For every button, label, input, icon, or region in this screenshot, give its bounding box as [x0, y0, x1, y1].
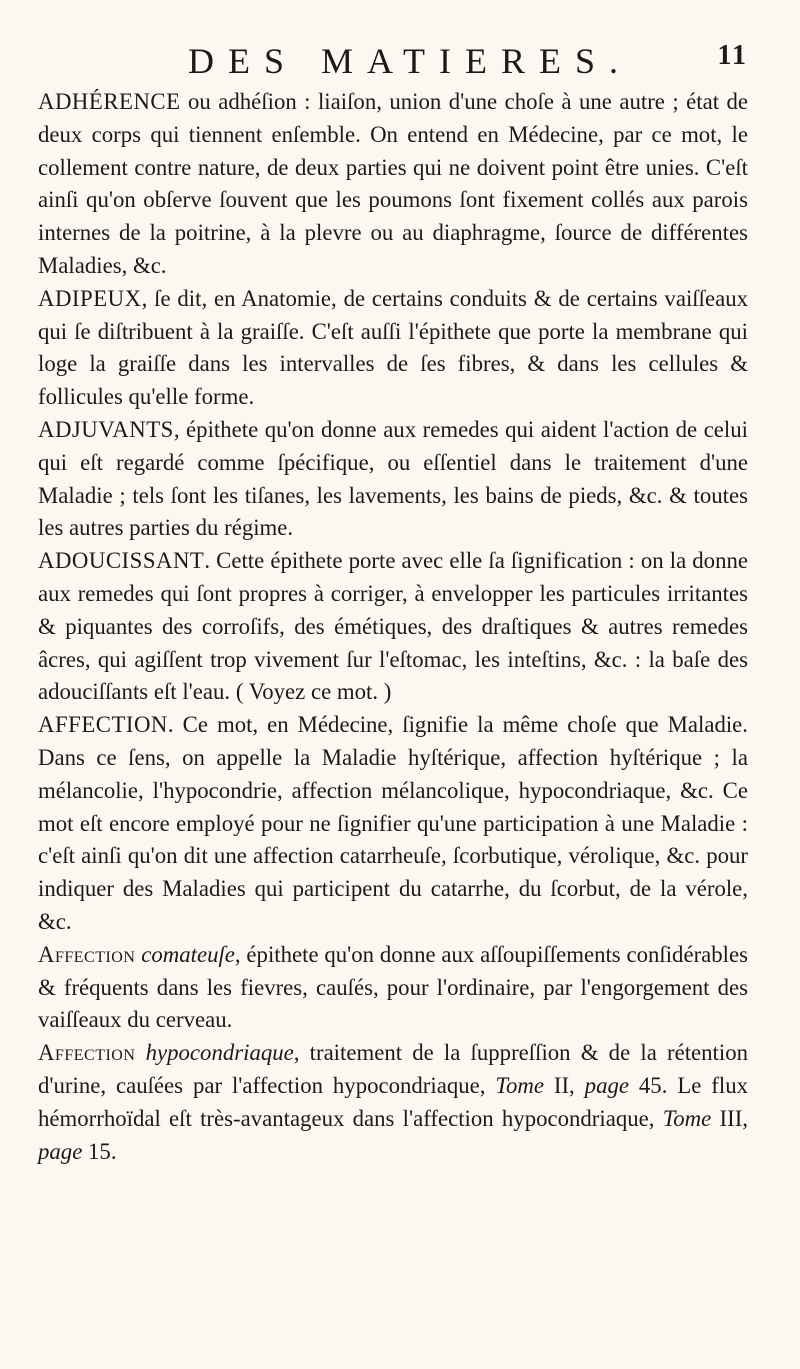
entry-text: ou adhéſion : liaiſon, union d'une choſe à une autre ; état de deux corps qui tiennent enſemble. On entend en Médecine, par ce mot, le collement contre nature, de deux parties qui ne doivent point être unies. C'eſt ainſi qu'on obſerve ſouvent que les poumons ſont fixement collés aux parois internes de la poitrine, à la plevre ou au diaphragme, ſource de différentes Maladies, &c.	[38, 89, 748, 278]
entry-headword: Affection	[38, 941, 136, 967]
entry-headword: ADJUVANTS	[38, 416, 174, 442]
page-ref: 45. Le flux hémorrhoïdal eſt très-avantageux dans l'affection hypocondriaque,	[38, 1072, 748, 1131]
volume-ref: III,	[711, 1105, 748, 1131]
page-ref-label: page	[584, 1072, 629, 1098]
entry-headword-italic: hypocondriaque	[145, 1040, 294, 1066]
entry-affection-hypocondriaque	[38, 1037, 748, 1168]
entry-adherence	[38, 86, 748, 283]
entry-adjuvants	[38, 414, 748, 545]
entry-headword: ADIPEUX	[38, 285, 142, 311]
entry-adipeux	[38, 283, 748, 414]
volume-ref-label: Tome	[662, 1105, 712, 1131]
entry-headword: ADHÉRENCE	[38, 89, 181, 114]
page-ref-label: page	[38, 1138, 83, 1164]
volume-ref: II,	[543, 1072, 585, 1098]
entry-text: , épithete qu'on donne aux remedes qui aident l'action de celui qui eſt regardé comme ſpécifique, ou eſſentiel dans le traitement d'une Maladie ; tels ſont les tiſanes, les lavements, les bains de pieds, &c. & toutes les autres parties du régime.	[38, 416, 748, 541]
page-ref: 15.	[82, 1138, 117, 1164]
page-header	[38, 40, 748, 80]
entry-headword: AFFECTION	[38, 712, 168, 738]
entry-text: , épithete qu'on donne aux aſſoupiſſements conſidérables & fréquents dans les fievres, cauſés, pour l'ordinaire, par l'engorgement des vaiſſeaux du cerveau.	[38, 941, 749, 1033]
running-title: DES MATIERES.	[188, 41, 633, 81]
entry-affection-comateuse	[38, 939, 748, 1037]
volume-ref-label: Tome	[495, 1072, 544, 1098]
entry-text: . Ce mot, en Médecine, ſignifie la même choſe que Maladie. Dans ce ſens, on appelle la Maladie hyſtérique, affection hyſtérique ; la mélancolie, l'hypocondrie, affection mélancolique, hypocondriaque, &c. Ce mot eſt encore employé pour ne ſignifier qu'une participation à une Maladie : c'eſt ainſi qu'on dit une affection catarrheuſe, ſcorbutique, vérolique, &c. pour indiquer des Maladies qui participent du catarrhe, du ſcorbut, de la vérole, &c.	[38, 712, 748, 934]
entry-affection	[38, 709, 748, 939]
entry-text: . Cette épithete porte avec elle ſa ſignification : on la donne aux remedes qui ſont propres à corriger, à envelopper les particules irritantes & piquantes des corroſifs, des émétiques, des draſtiques & autres remedes âcres, qui agiſſent trop vivement ſur l'eſtomac, les inteſtins, &c. : la baſe des adouciſſants eſt l'eau. ( Voyez ce mot. )	[38, 548, 748, 705]
entry-headword: Affection	[38, 1040, 136, 1066]
page-number: 11	[717, 40, 748, 71]
entry-adoucissant	[38, 545, 748, 709]
entry-text: , ſe dit, en Anatomie, de certains conduits & de certains vaiſſeaux qui ſe diſtribuent à la graiſſe. C'eſt auſſi l'épithete que porte la membrane qui loge la graiſſe dans les intervalles de ſes fibres, & dans les cellules & follicules qu'elle forme.	[38, 285, 748, 410]
body-text	[38, 86, 748, 1168]
entry-headword-italic: comateuſe	[141, 941, 235, 967]
entry-text: , traitement de la ſuppreſſion & de la rétention d'urine, cauſées par l'affection hypocondriaque,	[38, 1040, 749, 1098]
entry-headword: ADOUCISSANT	[38, 548, 205, 574]
